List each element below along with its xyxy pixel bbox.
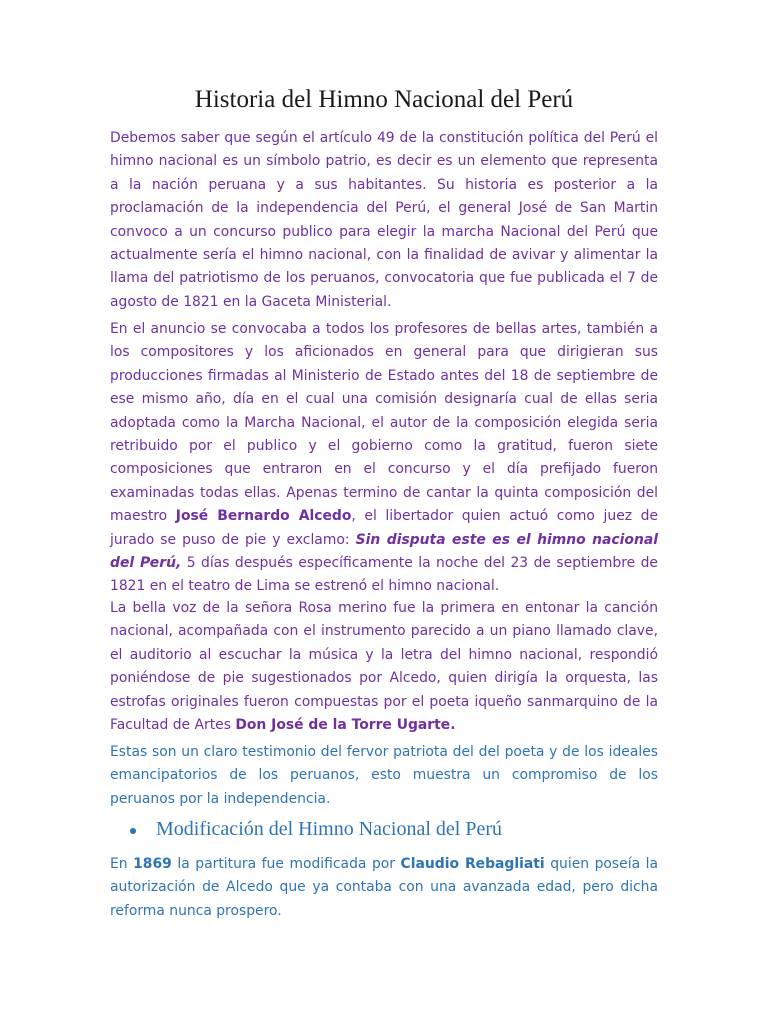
- paragraph-1: Debemos saber que según el artículo 49 de la constitución política del Perú el himno nacional es un símbolo patrio, es decir es un elemento que representa a la nación peruana y a sus habitantes. Su historia es posterior a la proclamación de la independencia del Perú, el general José de San Martin convoco a un concurso publico para elegir la marcha Nacional del Perú que actualmente sería el himno nacional, con la finalidad de avivar y alimentar la llama del patriotismo de los peruanos, convocatoria que fue publicada el 7 de agosto de 1821 en la Gaceta Ministerial.: [110, 130, 658, 310]
- paragraph-5-text-a: En: [110, 856, 134, 872]
- bullet-icon: [130, 828, 136, 834]
- paragraph-5-text-c: quien poseía la autorización de Alcedo que ya contaba con una avanzada edad, pero dicha reforma nunca prospero.: [110, 856, 659, 919]
- bullet-heading-text: Modificación del Himno Nacional del Perú: [156, 818, 503, 840]
- paragraph-2-text-b: , el libertador quien actuó como juez de jurado se puso de pie y exclamo:: [110, 508, 659, 548]
- composer-name: José Bernardo Alcedo: [175, 508, 352, 525]
- paragraph-4: Estas son un claro testimonio del fervor patriota del del poeta y de los ideales emancipatorios de los peruanos, esto muestra un compromiso de los peruanos por la independencia.: [110, 744, 658, 807]
- paragraph-2-text-a: En el anuncio se convocaba a todos los profesores de bellas artes, también a los compositores y los aficionados en general para que dirigieran sus producciones firmadas al Ministerio de Estado antes del 18 de septiembre de ese mismo año, día en el cual una comisión designaría cual de ellas seria adoptada como la Marcha Nacional, el autor de la composición elegida seria retribuido por el publico y el gobierno como la gratitud, fueron siete composiciones que entraron en el concurso y el día prefijado fueron examinadas todas ellas. Apenas termino de cantar la quinta composición del maestro: [110, 321, 658, 525]
- paragraph-2: [110, 318, 658, 599]
- modifier-name: Claudio Rebagliati: [400, 856, 545, 872]
- bullet-heading: [130, 818, 670, 841]
- paragraph-2-text-c: 5 días después específicamente la noche del 23 de septiembre de 1821 en el teatro de Lima se estrenó el himno nacional.: [110, 555, 658, 595]
- paragraph-3-text-a: La bella voz de la señora Rosa merino fue la primera en entonar la canción nacional, acompañada con el instrumento parecido a un piano llamado clave, el auditorio al escuchar la música y la letra del himno nacional, respondió poniéndose de pie sugestionados por Alcedo, quien dirigía la orquesta, las estrofas originales fueron compuestas por el poeta iqueño sanmarquino de la Facultad de Artes: [110, 600, 658, 734]
- paragraph-5: [110, 853, 658, 923]
- poet-name: Don José de la Torre Ugarte.: [235, 717, 456, 734]
- paragraph-5-text-b: la partitura fue modificada por: [171, 856, 401, 872]
- document-title: Historia del Himno Nacional del Perú: [194, 86, 574, 113]
- paragraph-3: [110, 597, 658, 737]
- exclamation-quote: Sin disputa este es el himno nacional del Perú,: [110, 531, 658, 572]
- year-1869: 1869: [133, 856, 172, 872]
